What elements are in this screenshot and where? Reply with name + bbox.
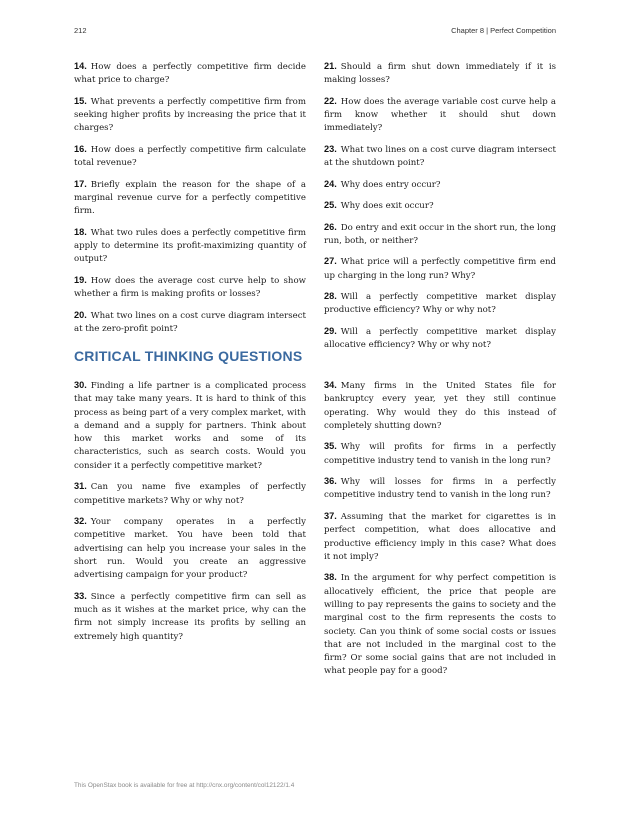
question-25: 25. Why does exit occur? bbox=[324, 200, 434, 212]
chapter-header: Chapter 8 | Perfect Competition bbox=[451, 26, 556, 35]
page-number: 212 bbox=[74, 26, 87, 35]
question-16: 16. How does a perfectly competitive firm calculate total revenue? bbox=[74, 143, 306, 169]
critical-thinking-right-column bbox=[324, 379, 556, 686]
question-18: 18. What two rules does a perfectly competitive firm apply to determine its profit-maximizing quantity of output? bbox=[74, 226, 306, 265]
question-17: 17. Briefly explain the reason for the shape of a marginal revenue curve for a perfectly competitive firm. bbox=[74, 178, 306, 217]
section-heading: CRITICAL THINKING QUESTIONS bbox=[74, 348, 303, 364]
footer-notice: This OpenStax book is available for free at http://cnx.org/content/col12122/1.4 bbox=[74, 782, 295, 789]
question-33: 33. Since a perfectly competitive firm can sell as much as it wishes at the market price, why can the firm not simply increase its profits by selling an extremely high quantity? bbox=[74, 590, 306, 642]
question-19: 19. How does the average cost curve help to show whether a firm is making profits or losses? bbox=[74, 274, 306, 300]
question-32: 32. Your company operates in a perfectly competitive market. You have been told that advertising can help you increase your sales in the short run. Would you create an aggressive advertising campaign for your product? bbox=[74, 516, 306, 581]
question-27: 27. What price will a perfectly competitive firm end up charging in the long run? Why? bbox=[324, 256, 556, 281]
question-14: 14. How does a perfectly competitive firm decide what price to charge? bbox=[74, 61, 306, 86]
question-21: 21. Should a firm shut down immediately if it is making losses? bbox=[324, 61, 556, 86]
question-23: 23. What two lines on a cost curve diagram intersect at the shutdown point? bbox=[324, 143, 556, 169]
question-15: 15. What prevents a perfectly competitive firm from seeking higher profits by increasing the price that it charges? bbox=[74, 95, 306, 134]
question-36: 36. Why will losses for firms in a perfectly competitive industry tend to vanish in the long run? bbox=[324, 476, 556, 501]
question-26: 26. Do entry and exit occur in the short run, the long run, both, or neither? bbox=[324, 221, 556, 246]
question-20: 20. What two lines on a cost curve diagram intersect at the zero-profit point? bbox=[74, 309, 306, 334]
question-30: 30. Finding a life partner is a complicated process that may take many years. It is hard to think of this process as being part of a very complex market, with a demand and a supply for partners. Think about how this market works and some of its characteristics, such as search costs. Would you consider it a perfectly competitive market? bbox=[74, 380, 306, 471]
question-31: 31. Can you name five examples of perfectly competitive markets? Why or why not? bbox=[74, 481, 306, 506]
question-37: 37. Assuming that the market for cigarettes is in perfect competition, what does allocative and productive efficiency imply in this case? What does it not imply? bbox=[324, 510, 556, 562]
question-34: 34. Many firms in the United States file for bankruptcy every year, yet they still continue operating. Why would they do this instead of completely shutting down? bbox=[324, 380, 556, 431]
question-24: 24. Why does entry occur? bbox=[324, 178, 441, 190]
question-38: 38. In the argument for why perfect competition is allocatively efficient, the price that people are willing to pay represents the gains to society and the marginal cost to the firm represents the costs to society. Can you think of some social costs or issues that are not included in the marginal cost to the firm? Or some social gains that are not included in what people pay for a good? bbox=[324, 572, 556, 677]
question-22: 22. How does the average variable cost curve help a firm know whether it should shut down immediately? bbox=[324, 95, 556, 134]
question-28: 28. Will a perfectly competitive market display productive efficiency? Why or why not? bbox=[324, 291, 556, 316]
critical-thinking-left-column bbox=[74, 379, 306, 651]
review-questions-left-column bbox=[74, 60, 306, 343]
question-35: 35. Why will profits for firms in a perfectly competitive industry tend to vanish in the long run? bbox=[324, 441, 556, 466]
review-questions-right-column bbox=[324, 60, 556, 360]
question-29: 29. Will a perfectly competitive market display allocative efficiency? Why or why not? bbox=[324, 325, 556, 351]
